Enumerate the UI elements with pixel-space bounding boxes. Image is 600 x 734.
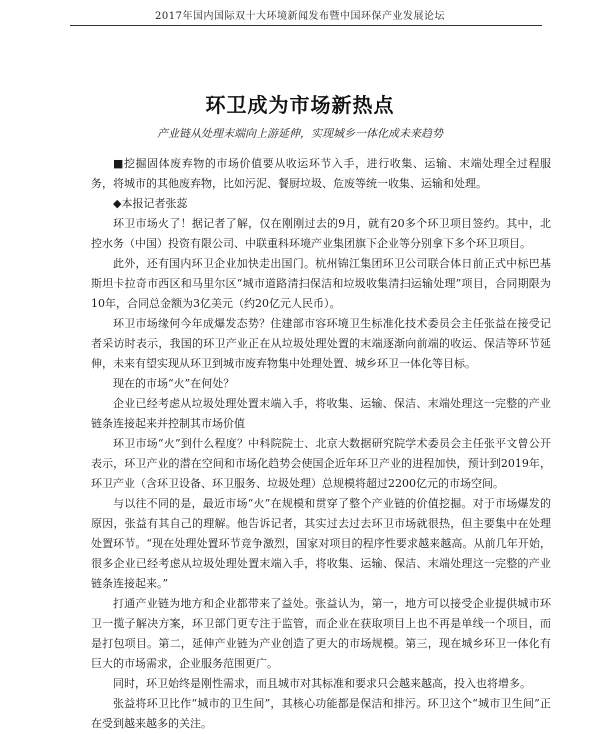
article-section-heading: 现在的市场“火”在何处？: [113, 377, 235, 390]
article-paragraph: ■挖掘固体废弃物的市场价值要从收运环节入手，进行收集、运输、末端处理全过程服务，将城市的其他废弃物，比如污泥、餐厨垃圾、危废等统一收集、运输和处理。: [91, 157, 551, 190]
article-byline: ◆本报记者张蕊: [113, 197, 188, 210]
article-section-lead: 企业已经考虑从垃圾处理处置末端入手，将收集、运输、保洁、末端处理这一完整的产业链条连接起来并控制其市场价值: [91, 397, 551, 430]
article-paragraph: 环卫市场火了！据记者了解，仅在刚刚过去的9月，就有20多个环卫项目签约。其中，北控水务（中国）投资有限公司、中联重科环境产业集团旗下企业等分别拿下多个环卫项目。: [91, 217, 551, 250]
header-rule: [70, 25, 542, 26]
running-header: 2017年国内国际双十大环境新闻发布暨中国环保产业发展论坛: [155, 11, 445, 22]
article-paragraph: 张益将环卫比作“城市的卫生间”，其核心功能都是保洁和排污。环卫这个“城市卫生间”正在受到越来越多的关注。: [91, 697, 551, 730]
article-paragraph: 同时，环卫始终是刚性需求，而且城市对其标准和要求只会越来越高，投入也将增多。: [113, 677, 531, 690]
article-paragraph: 环卫市场缘何今年成爆发态势？住建部市容环境卫生标准化技术委员会主任张益在接受记者采访时表示，我国的环卫产业正在从垃圾处理处置的末端逐渐向前端的收运、保洁等环节延伸，未来有望实现从环卫到城市废弃物集中处理处置、城乡环卫一体化等目标。: [91, 317, 551, 370]
article-paragraph: 此外，还有国内环卫企业加快走出国门。杭州锦江集团环卫公司联合体日前正式中标巴基斯坦卡拉奇市西区和马里尔区“城市道路清扫保洁和垃圾收集清扫运输处理”项目，合同期限为10年，合同总金额为3亿美元（约20亿元人民币）。: [91, 257, 551, 310]
article-paragraph: 环卫市场“火”到什么程度？中科院院士、北京大数据研究院学术委员会主任张平文曾公开表示，环卫产业的潜在空间和市场化趋势会使国企近年环卫产业的进程加快，预计到2019年，环卫产业（含环卫设备、环卫服务、垃圾处理）总规模将超过2200亿元的市场空间。: [91, 437, 551, 490]
article-body: [91, 154, 551, 734]
article-subtitle: 产业链从处理末端向上游延伸，实现城乡一体化成未来趋势: [157, 127, 443, 140]
article-title: 环卫成为市场新热点: [205, 93, 395, 117]
article-paragraph: 打通产业链为地方和企业都带来了益处。张益认为，第一，地方可以接受企业提供城市环卫一揽子解决方案，环卫部门更专注于监管，而企业在获取项目上也不再是单线一个项目，而是打包项目。第二，延伸产业链为产业创造了更大的市场规模。第三，现在城乡环卫一体化有巨大的市场需求，企业服务范围更广。: [91, 597, 551, 670]
article-paragraph: 与以往不同的是，最近市场“火”在规模和贯穿了整个产业链的价值挖掘。对于市场爆发的原因，张益有其自己的理解。他告诉记者，其实过去过去环卫市场就很热，但主要集中在处理处置环节。“现在处理处置环节竞争激烈，国家对项目的程序性要求越来越高。从前几年开始，很多企业已经考虑从垃圾处理处置末端入手，将收集、运输、保洁、末端处理这一完整的产业链条连接起来。”: [91, 497, 551, 590]
